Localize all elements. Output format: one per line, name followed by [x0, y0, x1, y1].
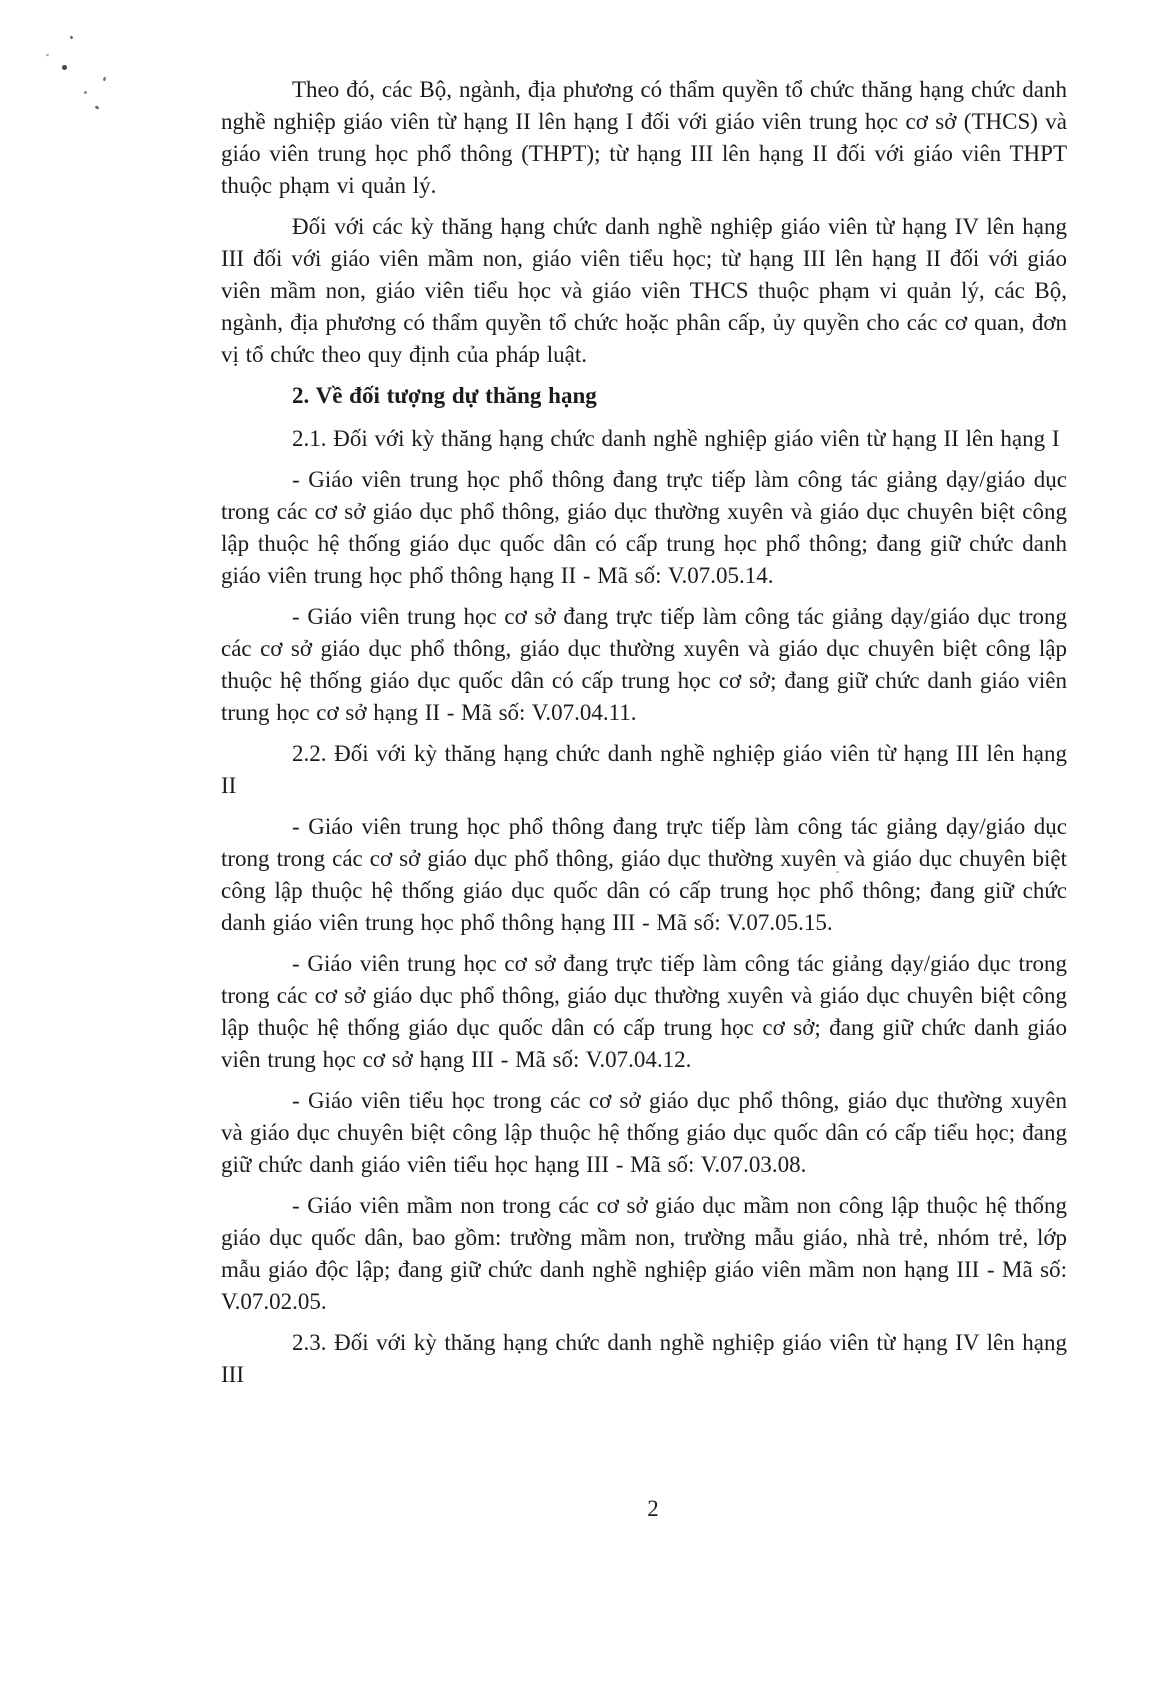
scan-speck	[95, 105, 100, 110]
body-paragraph: 2.1. Đối với kỳ thăng hạng chức danh nghề nghiệp giáo viên từ hạng II lên hạng I	[292, 426, 1060, 451]
list-item-paragraph: - Giáo viên mầm non trong các cơ sở giáo dục mầm non công lập thuộc hệ thống giáo dục quốc dân, bao gồm: trường mầm non, trường mẫu giáo, nhà trẻ, nhóm trẻ, lớp mẫu giáo độc lập; đang giữ chức danh nghề nghiệp giáo viên mầm non hạng III - Mã số: V.07.02.05.	[221, 1193, 1067, 1314]
list-item-paragraph: - Giáo viên tiểu học trong các cơ sở giáo dục phổ thông, giáo dục thường xuyên và giáo dục chuyên biệt công lập thuộc hệ thống giáo dục quốc dân có cấp tiểu học; đang giữ chức danh giáo viên tiểu học hạng III - Mã số: V.07.03.08.	[221, 1088, 1067, 1177]
body-paragraph: Đối với các kỳ thăng hạng chức danh nghề nghiệp giáo viên từ hạng IV lên hạng III đối với giáo viên mầm non, giáo viên tiểu học; từ hạng III lên hạng II đối với giáo viên mầm non, giáo viên tiểu học và giáo viên THCS thuộc phạm vi quản lý, các Bộ, ngành, địa phương có thẩm quyền tổ chức hoặc phân cấp, ủy quyền cho các cơ quan, đơn vị tổ chức theo quy định của pháp luật.	[221, 214, 1067, 367]
body-paragraph: Theo đó, các Bộ, ngành, địa phương có thẩm quyền tổ chức thăng hạng chức danh nghề nghiệp giáo viên từ hạng II lên hạng I đối với giáo viên trung học cơ sở (THCS) và giáo viên trung học phổ thông (THPT); từ hạng III lên hạng II đối với giáo viên THPT thuộc phạm vi quản lý.	[221, 77, 1067, 198]
body-paragraph: 2.3. Đối với kỳ thăng hạng chức danh nghề nghiệp giáo viên từ hạng IV lên hạng III	[221, 1330, 1067, 1387]
document-body	[221, 74, 1067, 1400]
scan-speck	[102, 77, 107, 82]
section-heading: 2. Về đối tượng dự thăng hạng	[292, 383, 597, 408]
body-paragraph: 2.2. Đối với kỳ thăng hạng chức danh nghề nghiệp giáo viên từ hạng III lên hạng II	[221, 741, 1067, 798]
scan-speck	[69, 35, 73, 39]
scan-speck	[46, 53, 50, 56]
scan-speck	[62, 65, 67, 70]
list-item-paragraph: - Giáo viên trung học cơ sở đang trực tiếp làm công tác giảng dạy/giáo dục trong các cơ sở giáo dục phổ thông, giáo dục thường xuyên và giáo dục chuyên biệt công lập thuộc hệ thống giáo dục quốc dân có cấp trung học cơ sở; đang giữ chức danh giáo viên trung học cơ sở hạng II - Mã số: V.07.04.11.	[221, 604, 1067, 725]
page-number: 2	[647, 1496, 659, 1521]
list-item-paragraph: - Giáo viên trung học phổ thông đang trực tiếp làm công tác giảng dạy/giáo dục trong các cơ sở giáo dục phổ thông, giáo dục thường xuyên và giáo dục chuyên biệt công lập thuộc hệ thống giáo dục quốc dân có cấp trung học phổ thông; đang giữ chức danh giáo viên trung học phổ thông hạng II - Mã số: V.07.05.14.	[221, 467, 1067, 588]
list-item-paragraph: - Giáo viên trung học phổ thông đang trực tiếp làm công tác giảng dạy/giáo dục trong trong các cơ sở giáo dục phổ thông, giáo dục thường xuyên và giáo dục chuyên biệt công lập thuộc hệ thống giáo dục quốc dân có cấp trung học phổ thông; đang giữ chức danh giáo viên trung học phổ thông hạng III - Mã số: V.07.05.15.	[221, 814, 1067, 935]
list-item-paragraph: - Giáo viên trung học cơ sở đang trực tiếp làm công tác giảng dạy/giáo dục trong trong các cơ sở giáo dục phổ thông, giáo dục thường xuyên và giáo dục chuyên biệt công lập thuộc hệ thống giáo dục quốc dân có cấp trung học cơ sở; đang giữ chức danh giáo viên trung học cơ sở hạng III - Mã số: V.07.04.12.	[221, 951, 1067, 1072]
scan-speck	[84, 91, 87, 94]
